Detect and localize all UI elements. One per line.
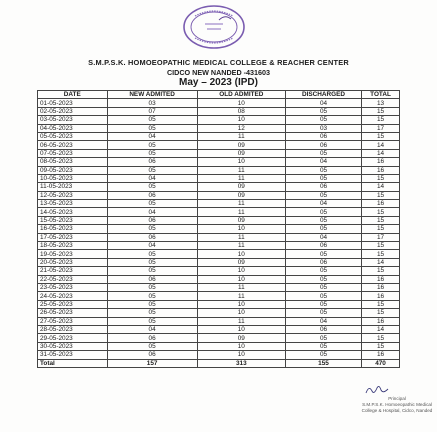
cell-old-admited: 10 [197, 225, 285, 233]
cell-total: 13 [362, 99, 400, 107]
cell-total: 16 [362, 166, 400, 174]
cell-new-admited: 04 [107, 208, 197, 216]
cell-old-admited: 10 [197, 342, 285, 350]
cell-new-admited: 05 [107, 183, 197, 191]
cell-total: 15 [362, 116, 400, 124]
cell-date: 07-05-2023 [38, 149, 108, 157]
cell-discharged: 05 [285, 116, 361, 124]
cell-new-admited: 04 [107, 174, 197, 182]
cell-date: 05-05-2023 [38, 132, 108, 140]
cell-new-admited: 05 [107, 267, 197, 275]
cell-new-admited: 05 [107, 283, 197, 291]
cell-total: 15 [362, 107, 400, 115]
report-title: May – 2023 (IPD) [179, 77, 258, 88]
cell-discharged: 06 [285, 141, 361, 149]
column-header-date: DATE [38, 91, 108, 99]
cell-old-admited: 10 [197, 351, 285, 359]
signature-scribble-icon [365, 384, 389, 396]
cell-total: 14 [362, 325, 400, 333]
cell-new-admited: 06 [107, 191, 197, 199]
cell-old-admited: 09 [197, 258, 285, 266]
ipd-table [37, 90, 400, 368]
cell-total: 15 [362, 208, 400, 216]
cell-discharged: 05 [285, 342, 361, 350]
cell-discharged: 06 [285, 325, 361, 333]
cell-new-admited: 07 [107, 107, 197, 115]
seal-stamp-icon [175, 2, 253, 52]
cell-discharged: 05 [285, 208, 361, 216]
cell-old-admited: 09 [197, 216, 285, 224]
table-row [38, 116, 400, 124]
cell-new-admited: 05 [107, 166, 197, 174]
cell-total: 16 [362, 275, 400, 283]
principal-signature [357, 384, 433, 424]
cell-old-admited: 11 [197, 233, 285, 241]
cell-old-admited: 11 [197, 292, 285, 300]
table-row [38, 283, 400, 291]
cell-total: 15 [362, 309, 400, 317]
cell-new-admited: 06 [107, 334, 197, 342]
cell-total: 15 [362, 267, 400, 275]
cell-date: 25-05-2023 [38, 300, 108, 308]
cell-date: 09-05-2023 [38, 166, 108, 174]
column-header-new-admited: NEW ADMITED [107, 91, 197, 99]
cell-new-admited: 06 [107, 275, 197, 283]
cell-total: 17 [362, 124, 400, 132]
cell-discharged: 05 [285, 174, 361, 182]
total-row [38, 359, 400, 367]
column-header-old-admited: OLD ADMITED [197, 91, 285, 99]
cell-new-admited: 05 [107, 149, 197, 157]
table-row [38, 99, 400, 107]
cell-date: 20-05-2023 [38, 258, 108, 266]
table-body [38, 99, 400, 368]
signature-line-2: College & Hospital, Cidco, Nanded [361, 408, 433, 413]
table-row [38, 342, 400, 350]
cell-total: 15 [362, 250, 400, 258]
cell-date: 11-05-2023 [38, 183, 108, 191]
cell-new-admited: 04 [107, 132, 197, 140]
total-cell-date: Total [38, 359, 108, 367]
cell-date: 29-05-2023 [38, 334, 108, 342]
cell-date: 21-05-2023 [38, 267, 108, 275]
cell-discharged: 06 [285, 242, 361, 250]
cell-new-admited: 05 [107, 258, 197, 266]
cell-new-admited: 05 [107, 317, 197, 325]
column-header-discharged: DISCHARGED [285, 91, 361, 99]
cell-new-admited: 06 [107, 351, 197, 359]
cell-total: 15 [362, 242, 400, 250]
cell-discharged: 05 [285, 166, 361, 174]
cell-old-admited: 10 [197, 275, 285, 283]
cell-new-admited: 05 [107, 250, 197, 258]
cell-old-admited: 09 [197, 191, 285, 199]
cell-total: 17 [362, 233, 400, 241]
cell-date: 04-05-2023 [38, 124, 108, 132]
cell-old-admited: 12 [197, 124, 285, 132]
cell-total: 16 [362, 283, 400, 291]
cell-old-admited: 09 [197, 183, 285, 191]
cell-new-admited: 06 [107, 216, 197, 224]
table-row [38, 141, 400, 149]
table-row [38, 208, 400, 216]
cell-new-admited: 05 [107, 116, 197, 124]
signature-line-1: S.M.P.S.K. Homoeopathic Medical [362, 402, 432, 407]
cell-date: 02-05-2023 [38, 107, 108, 115]
cell-date: 10-05-2023 [38, 174, 108, 182]
table-row [38, 325, 400, 333]
cell-total: 16 [362, 200, 400, 208]
cell-discharged: 06 [285, 183, 361, 191]
table-row [38, 292, 400, 300]
cell-total: 15 [362, 216, 400, 224]
cell-date: 08-05-2023 [38, 158, 108, 166]
cell-discharged: 05 [285, 267, 361, 275]
table-row [38, 174, 400, 182]
cell-date: 13-05-2023 [38, 200, 108, 208]
table-row [38, 225, 400, 233]
cell-discharged: 05 [285, 334, 361, 342]
cell-total: 15 [362, 191, 400, 199]
table-row [38, 166, 400, 174]
cell-discharged: 05 [285, 275, 361, 283]
cell-new-admited: 04 [107, 242, 197, 250]
table-row [38, 317, 400, 325]
cell-old-admited: 10 [197, 300, 285, 308]
cell-old-admited: 11 [197, 317, 285, 325]
table-row [38, 250, 400, 258]
cell-total: 15 [362, 174, 400, 182]
cell-old-admited: 11 [197, 283, 285, 291]
cell-discharged: 05 [285, 283, 361, 291]
table-row [38, 242, 400, 250]
cell-total: 16 [362, 158, 400, 166]
signature-title: Principal [388, 396, 406, 401]
cell-date: 16-05-2023 [38, 225, 108, 233]
table-row [38, 158, 400, 166]
table-row [38, 149, 400, 157]
table-row [38, 334, 400, 342]
cell-date: 17-05-2023 [38, 233, 108, 241]
cell-old-admited: 11 [197, 166, 285, 174]
cell-date: 31-05-2023 [38, 351, 108, 359]
table-row [38, 107, 400, 115]
cell-total: 15 [362, 334, 400, 342]
cell-old-admited: 10 [197, 116, 285, 124]
cell-new-admited: 05 [107, 225, 197, 233]
cell-old-admited: 09 [197, 334, 285, 342]
cell-old-admited: 09 [197, 141, 285, 149]
cell-total: 14 [362, 258, 400, 266]
cell-discharged: 05 [285, 300, 361, 308]
cell-date: 12-05-2023 [38, 191, 108, 199]
table-row [38, 124, 400, 132]
total-cell-old-admited: 313 [197, 359, 285, 367]
cell-date: 28-05-2023 [38, 325, 108, 333]
total-cell-total: 470 [362, 359, 400, 367]
cell-discharged: 04 [285, 99, 361, 107]
cell-discharged: 05 [285, 250, 361, 258]
cell-old-admited: 11 [197, 200, 285, 208]
cell-new-admited: 05 [107, 342, 197, 350]
cell-date: 22-05-2023 [38, 275, 108, 283]
cell-date: 01-05-2023 [38, 99, 108, 107]
college-name: S.M.P.S.K. HOMOEOPATHIC MEDICAL COLLEGE & REACHER CENTER [88, 58, 349, 67]
cell-old-admited: 09 [197, 149, 285, 157]
cell-discharged: 05 [285, 216, 361, 224]
cell-total: 14 [362, 149, 400, 157]
cell-date: 14-05-2023 [38, 208, 108, 216]
cell-total: 16 [362, 317, 400, 325]
cell-date: 26-05-2023 [38, 309, 108, 317]
cell-date: 03-05-2023 [38, 116, 108, 124]
cell-discharged: 06 [285, 258, 361, 266]
table-row [38, 267, 400, 275]
cell-total: 16 [362, 351, 400, 359]
cell-discharged: 03 [285, 124, 361, 132]
cell-date: 19-05-2023 [38, 250, 108, 258]
cell-discharged: 05 [285, 225, 361, 233]
cell-old-admited: 10 [197, 309, 285, 317]
cell-new-admited: 05 [107, 200, 197, 208]
college-address: CIDCO NEW NANDED -431603 [166, 68, 271, 77]
table-row [38, 132, 400, 140]
cell-old-admited: 10 [197, 325, 285, 333]
cell-old-admited: 10 [197, 158, 285, 166]
table-row [38, 200, 400, 208]
cell-date: 18-05-2023 [38, 242, 108, 250]
cell-discharged: 05 [285, 191, 361, 199]
cell-discharged: 05 [285, 107, 361, 115]
cell-total: 15 [362, 225, 400, 233]
table-row [38, 233, 400, 241]
cell-discharged: 04 [285, 233, 361, 241]
cell-date: 27-05-2023 [38, 317, 108, 325]
cell-discharged: 05 [285, 351, 361, 359]
cell-total: 15 [362, 300, 400, 308]
cell-discharged: 06 [285, 132, 361, 140]
cell-old-admited: 11 [197, 242, 285, 250]
cell-total: 14 [362, 183, 400, 191]
cell-discharged: 05 [285, 149, 361, 157]
cell-new-admited: 06 [107, 158, 197, 166]
cell-date: 24-05-2023 [38, 292, 108, 300]
table-row [38, 216, 400, 224]
cell-date: 15-05-2023 [38, 216, 108, 224]
total-cell-discharged: 155 [285, 359, 361, 367]
table-row [38, 191, 400, 199]
cell-new-admited: 05 [107, 141, 197, 149]
table-row [38, 183, 400, 191]
cell-date: 06-05-2023 [38, 141, 108, 149]
table-row [38, 309, 400, 317]
cell-old-admited: 10 [197, 267, 285, 275]
column-header-total: TOTAL [362, 91, 400, 99]
cell-old-admited: 10 [197, 99, 285, 107]
cell-old-admited: 10 [197, 250, 285, 258]
cell-discharged: 04 [285, 158, 361, 166]
cell-new-admited: 05 [107, 124, 197, 132]
table-row [38, 258, 400, 266]
cell-total: 15 [362, 342, 400, 350]
table-row [38, 300, 400, 308]
cell-date: 23-05-2023 [38, 283, 108, 291]
cell-discharged: 05 [285, 292, 361, 300]
cell-total: 14 [362, 141, 400, 149]
table-header-row [38, 91, 400, 99]
cell-old-admited: 11 [197, 174, 285, 182]
cell-discharged: 05 [285, 309, 361, 317]
table-row [38, 351, 400, 359]
table-row [38, 275, 400, 283]
cell-new-admited: 03 [107, 99, 197, 107]
cell-total: 16 [362, 292, 400, 300]
cell-old-admited: 08 [197, 107, 285, 115]
cell-old-admited: 11 [197, 132, 285, 140]
cell-old-admited: 11 [197, 208, 285, 216]
cell-new-admited: 04 [107, 325, 197, 333]
cell-discharged: 04 [285, 317, 361, 325]
total-cell-new-admited: 157 [107, 359, 197, 367]
cell-new-admited: 05 [107, 300, 197, 308]
cell-new-admited: 06 [107, 233, 197, 241]
cell-total: 15 [362, 132, 400, 140]
cell-new-admited: 05 [107, 292, 197, 300]
cell-new-admited: 05 [107, 309, 197, 317]
cell-discharged: 04 [285, 200, 361, 208]
cell-date: 30-05-2023 [38, 342, 108, 350]
